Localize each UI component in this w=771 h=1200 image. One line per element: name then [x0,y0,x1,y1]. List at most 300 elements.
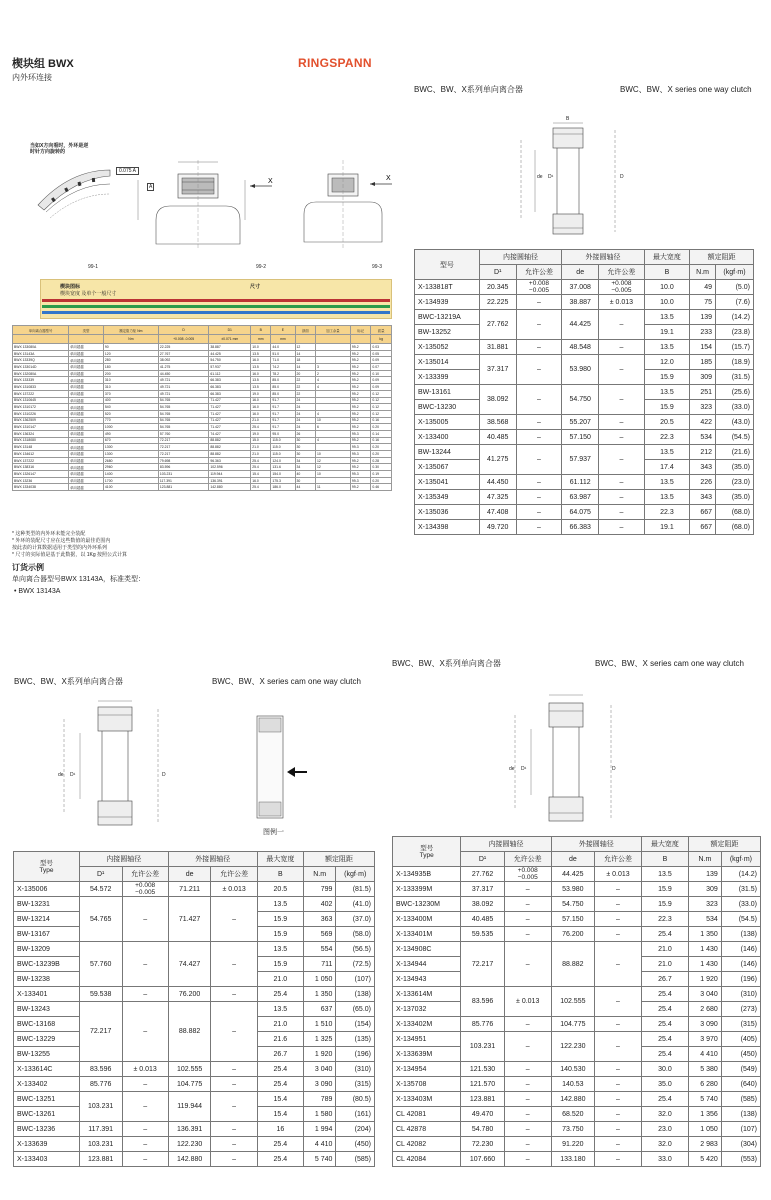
mini-cell: 99-2 [350,390,371,397]
cell-b: 15.9 [644,400,690,415]
mini-cell: 99-2 [350,397,371,404]
mini-cell: 27.767 [158,350,208,357]
cell-b: 13.5 [257,897,303,912]
q4-title-cn: BWC、BW、X系列单向离合器 [392,659,501,668]
mini-cell: 490 [103,430,158,437]
cell-de: 63.987 [562,490,599,505]
cell-tol1: – [516,505,562,520]
cell-nm: 5 420 [688,1152,721,1167]
mini-cell: 99-2 [350,357,371,364]
cell-type: BWC-13168 [14,1017,80,1032]
cell-d1: 59.538 [79,987,122,1002]
cell-de: 57.937 [562,445,599,475]
cell-tol1: – [516,340,562,355]
cell-kgfm: (23.8) [716,325,754,340]
cell-type: X-133401M [393,927,461,942]
q1-footnote: * 这种类型的内外环未能完全装配 [12,531,86,537]
table-row [393,1092,761,1107]
cell-kgfm: (72.5) [336,957,375,972]
mini-cell: 99-3 [350,471,371,478]
cell-tol1: – [504,1107,551,1122]
mini-cell: BWX 1310226 [13,410,69,417]
cell-b: 25.4 [641,1092,688,1107]
cell-d1: 72.230 [461,1137,504,1152]
cell-kgfm: (154) [336,1017,375,1032]
cell-kgfm: (310) [336,1062,375,1077]
cell-de: 54.750 [551,897,594,912]
cell-kgfm: (450) [336,1137,375,1152]
mini-cell: 单向超越 [69,430,104,437]
cell-de: 76.200 [551,927,594,942]
mini-cell: 单向超越 [69,451,104,458]
cell-kgfm: (196) [721,972,760,987]
cell-nm: 1 350 [688,927,721,942]
cell-b: 21.0 [641,957,688,972]
mini-cell: 0.28 [371,457,392,464]
cell-b: 10.0 [644,295,690,310]
cell-type: X-134908C [393,942,461,957]
mini-cell: 99-2 [350,424,371,431]
cell-b: 20.5 [257,882,303,897]
mini-cell: 99-3 [350,444,371,451]
mini-cell: 0.46 [371,484,392,491]
header-tol2: 允许公差 [211,867,257,882]
table-row [393,1107,761,1122]
cell-tol2: – [599,340,645,355]
mini-cell: 61.112 [209,370,251,377]
cell-type: BWC-13261 [14,1107,80,1122]
cell-nm: 799 [303,882,335,897]
cell-de: 68.520 [551,1107,594,1122]
q1-view-label-2: 99-2 [256,264,267,270]
cell-b: 17.4 [644,460,690,475]
cell-b: 13.5 [644,490,690,505]
mini-cell: 95.0 [271,430,295,437]
cell-type: X-135006 [14,882,80,897]
cell-b: 15.9 [641,897,688,912]
cell-tol1: – [122,1092,168,1122]
cell-nm: 3 040 [688,987,721,1002]
cell-type: X-133402 [14,1077,80,1092]
cell-type: CL 42878 [393,1122,461,1137]
cell-tol1: – [504,1032,551,1062]
cell-b: 25.4 [257,1077,303,1092]
cell-nm: 363 [303,912,335,927]
cell-tol1: – [504,1152,551,1167]
mini-header: 单向离合器型号 [13,326,69,335]
cell-d1: 107.660 [461,1152,504,1167]
header-width: 最大宽度 [257,852,303,867]
mini-cell: 1700 [103,477,158,484]
cell-kgfm: (33.0) [721,897,760,912]
mini-cell: 24 [295,410,316,417]
cell-nm: 75 [690,295,716,310]
table-row [13,444,392,451]
cell-tol1: – [516,415,562,430]
mini-cell: 85.0 [271,384,295,391]
cell-nm: 5 380 [688,1062,721,1077]
mini-cell: 13.5 [251,350,271,357]
mini-cell: 19.0 [251,390,271,397]
mini-cell: 57.937 [209,364,251,371]
mini-cell: 123.881 [158,484,208,491]
cell-type: X-135014 [415,355,480,370]
cell-type: X-134398 [415,520,480,535]
q1-legend-sub: 楔块宽度 及单个一般尺寸 [60,291,117,297]
table-row [14,1092,375,1107]
cell-type: X-134954 [393,1062,461,1077]
cell-tol2: – [599,355,645,385]
header-type: 型号 Type [14,852,80,882]
mini-cell: 25.4 [251,484,271,491]
cell-nm: 1 050 [303,972,335,987]
mini-cell: 72.217 [158,451,208,458]
q1-subtitle: 内外环连接 [12,73,52,82]
cell-tol1: – [122,1137,168,1152]
header-de: de [562,265,599,280]
cell-b: 25.4 [641,987,688,1002]
cell-b: 15.9 [257,927,303,942]
table-row [393,1017,761,1032]
q1-view-label-3: 99-3 [372,264,383,270]
mini-cell [316,404,351,411]
cell-kgfm: (33.0) [716,400,754,415]
cell-type: X-133399 [415,370,480,385]
mini-cell: 131.6 [271,464,295,471]
mini-header: D1 [209,326,251,335]
mini-cell: 6 [316,424,351,431]
cell-de: 136.391 [168,1122,211,1137]
cell-tol1: – [122,1122,168,1137]
table-row [14,1137,375,1152]
mini-cell: 540 [103,404,158,411]
mini-cell: 670 [103,437,158,444]
cell-nm: 1 920 [303,1047,335,1062]
cell-nm: 534 [688,912,721,927]
mini-cell: 102.596 [209,464,251,471]
q3-figure-one [245,710,315,825]
cell-b: 15.4 [257,1107,303,1122]
mini-cell: 10 [316,417,351,424]
mini-cell: 66.383 [209,384,251,391]
cell-b: 19.1 [644,325,690,340]
mini-cell: 21.0 [251,444,271,451]
mini-cell: 单向超越 [69,364,104,371]
table-row [415,505,754,520]
cell-type: BW-13209 [14,942,80,957]
cell-kgfm: (273) [721,1002,760,1017]
table-row [393,1137,761,1152]
mini-cell: 16.0 [251,404,271,411]
cell-nm: 226 [690,475,716,490]
cell-type: X-135036 [415,505,480,520]
header-inner: 内接圆轴径 [79,852,168,867]
cell-type: X-134951 [393,1032,461,1047]
mini-cell: BWX 13143A [13,350,69,357]
cell-tol1: – [122,897,168,942]
cell-nm: 2 983 [688,1137,721,1152]
cell-tol2: – [599,430,645,445]
cell-kgfm: (54.5) [716,430,754,445]
cell-tol2: – [211,987,257,1002]
cell-tol1: – [516,385,562,415]
header-inner: 内接圆轴径 [479,250,561,265]
table-row [13,471,392,478]
mini-cell: 99-2 [350,344,371,351]
mini-cell: 16.0 [251,370,271,377]
mini-cell: 91.7 [271,410,295,417]
q2-title-en: BWC、BW、X series one way clutch [620,85,752,94]
cell-type: CL 42081 [393,1107,461,1122]
table-row [14,987,375,1002]
table-row [13,384,392,391]
cell-d1: 49.470 [461,1107,504,1122]
mini-cell: 15.0 [251,437,271,444]
q3-dim-de: de [58,772,64,778]
cell-d1: 123.881 [461,1092,504,1107]
cell-de: 76.200 [168,987,211,1002]
header-d1: D¹ [461,852,504,867]
mini-cell: 0.30 [371,464,392,471]
mini-cell: 4 [316,377,351,384]
cell-d1: 72.217 [79,1002,122,1062]
cell-de: 122.230 [168,1137,211,1152]
cell-b: 21.0 [257,1017,303,1032]
mini-cell: 91.7 [271,424,295,431]
mini-cell: 200 [103,370,158,377]
mini-cell: 99-2 [350,350,371,357]
cell-tol1: – [122,1002,168,1062]
q3-title-cn: BWC、BW、X系列单向离合器 [14,677,123,686]
cell-tol2: – [595,1092,642,1107]
mini-cell: 74.427 [209,430,251,437]
cell-nm: 5 740 [303,1152,335,1167]
mini-unit: mm [271,335,295,344]
mini-cell [316,477,351,484]
mini-cell: 34 [295,457,316,464]
cell-tol1: – [504,1077,551,1092]
mini-cell: BWX 134612 [13,451,69,458]
cell-tol2: – [211,1077,257,1092]
cell-d1: 72.217 [461,942,504,987]
mini-cell: 99-2 [350,404,371,411]
cell-tol1: ± 0.013 [122,1062,168,1077]
cell-nm: 1 430 [688,942,721,957]
mini-cell: 22 [295,384,316,391]
q1-legend-stripe-blue [42,311,390,314]
cell-de: 48.548 [562,340,599,355]
header-torque: 额定阻距 [688,837,760,852]
cell-kgfm: (65.0) [336,1002,375,1017]
mini-cell: 10.0 [251,344,271,351]
cell-nm: 5 740 [688,1092,721,1107]
mini-cell: BWX 133080A [13,344,69,351]
mini-cell [316,430,351,437]
q1-legend-stripe-red [42,299,390,302]
cell-kgfm: (146) [721,957,760,972]
table-row [13,484,392,491]
q4-dim-d: D [612,766,616,772]
mini-cell: 0.09 [371,357,392,364]
mini-cell: 21.0 [251,451,271,458]
cell-d1: 83.596 [461,987,504,1017]
q2-dim-b: B [566,116,570,122]
mini-cell: 79.698 [158,457,208,464]
mini-cell: 13.5 [251,364,271,371]
table-row [415,355,754,370]
mini-cell: 44 [295,484,316,491]
cell-d1: 40.485 [461,912,504,927]
mini-header: 类型 [69,326,104,335]
cell-type: X-133402M [393,1017,461,1032]
mini-cell: 10 [316,471,351,478]
mini-cell: 1400 [103,471,158,478]
mini-cell: 99-2 [350,384,371,391]
table-row [415,415,754,430]
cell-d1: 103.231 [461,1032,504,1062]
cell-de: 66.383 [562,520,599,535]
mini-cell: 71.427 [209,404,251,411]
mini-cell: 16.0 [251,357,271,364]
mini-cell: 单向超越 [69,390,104,397]
cell-kgfm: (161) [336,1107,375,1122]
mini-cell: 99-2 [350,457,371,464]
q3-spec-table [13,851,375,1167]
cell-d1: 123.881 [79,1152,122,1167]
cell-tol2: +0.008 −0.005 [599,280,645,295]
mini-cell: 0.12 [371,390,392,397]
cell-kgfm: (585) [721,1092,760,1107]
cell-type: BW-13167 [14,927,80,942]
mini-cell: 24 [295,397,316,404]
mini-cell: 72.217 [158,444,208,451]
cell-nm: 789 [303,1092,335,1107]
table-row [13,477,392,484]
cell-tol2: – [211,1002,257,1062]
cell-nm: 343 [690,490,716,505]
cell-nm: 554 [303,942,335,957]
cell-type: BW-13252 [415,325,480,340]
cell-b: 26.7 [641,972,688,987]
cell-nm: 4 410 [688,1047,721,1062]
cell-b: 33.0 [641,1152,688,1167]
mini-cell: 49.721 [158,384,208,391]
mini-cell: 310 [103,377,158,384]
mini-cell: 22 [295,377,316,384]
cell-type: X-134943 [393,972,461,987]
cell-b: 22.3 [644,430,690,445]
mini-cell: 99-3 [350,430,371,437]
cell-tol1: – [504,1062,551,1077]
table-row [14,1062,375,1077]
table-row [14,1002,375,1017]
cell-type: X-133614M [393,987,461,1002]
cell-b: 35.0 [641,1077,688,1092]
header-nm: N.m [690,265,716,280]
cell-d1: 44.450 [479,475,516,490]
mini-cell: BWX 136324 [13,430,69,437]
mini-cell: 44.450 [158,370,208,377]
mini-cell: 0.09 [371,384,392,391]
header-outer: 外接圆轴径 [168,852,257,867]
header-d1: D¹ [479,265,516,280]
header-de: de [168,867,211,882]
table-row [13,344,392,351]
cell-b: 21.0 [641,942,688,957]
mini-cell: BWX 137222 [13,457,69,464]
cell-de: 55.207 [562,415,599,430]
table-row [415,445,754,460]
mini-cell: 88.882 [209,451,251,458]
table-row [13,377,392,384]
mini-cell: 24 [295,404,316,411]
mini-cell: 20 [295,370,316,377]
cell-tol2: – [595,1032,642,1062]
cell-d1: 54.572 [79,882,122,897]
cell-type: X-133818T [415,280,480,295]
cell-type: X-133400M [393,912,461,927]
mini-cell: 4 [316,410,351,417]
q2-dim-de: de [537,174,543,180]
cell-nm: 1 325 [303,1032,335,1047]
cell-tol1: – [516,520,562,535]
cell-kgfm: (549) [721,1062,760,1077]
cell-d1: 47.408 [479,505,516,520]
cell-d1: 57.760 [79,942,122,987]
cell-type: BW-13231 [14,897,80,912]
table-row [14,1077,375,1092]
mini-cell: 99-2 [350,370,371,377]
mini-cell: 单向超越 [69,357,104,364]
mini-cell: 66.383 [209,390,251,397]
table-row [393,912,761,927]
cell-tol2: – [599,310,645,340]
cell-tol2: – [595,897,642,912]
table-row [13,457,392,464]
cell-kgfm: (5.0) [716,280,754,295]
cell-kgfm: (35.0) [716,490,754,505]
cell-type: BWC-13230 [415,400,480,415]
cell-b: 25.4 [641,1032,688,1047]
cell-de: 54.750 [562,385,599,415]
header-kgfm: (kgf·m) [336,867,375,882]
mini-cell: 单向超越 [69,410,104,417]
cell-b: 22.3 [644,505,690,520]
mini-cell: 142.880 [209,484,251,491]
q2-clutch-drawing [515,120,625,240]
mini-header: 加工余量 [316,326,351,335]
mini-cell: 18 [295,357,316,364]
cell-kgfm: (304) [721,1137,760,1152]
mini-cell: 38.092 [158,357,208,364]
cell-nm: 534 [690,430,716,445]
cell-de: 142.880 [551,1092,594,1107]
mini-cell: 25.4 [251,457,271,464]
cell-de: 119.944 [168,1092,211,1122]
mini-cell: 0.09 [371,377,392,384]
q2-dim-d: D [620,174,624,180]
header-outer: 外接圆轴径 [551,837,641,852]
cell-type: X-133639 [14,1137,80,1152]
table-row [393,942,761,957]
cell-tol1: – [504,1137,551,1152]
cell-type: BWC-13236 [14,1122,80,1137]
cell-b: 25.4 [641,1047,688,1062]
mini-cell: 74.2 [271,364,295,371]
mini-cell: 78.2 [271,370,295,377]
mini-cell: 13.5 [251,377,271,384]
mini-cell: BWX 1310833 [13,384,69,391]
